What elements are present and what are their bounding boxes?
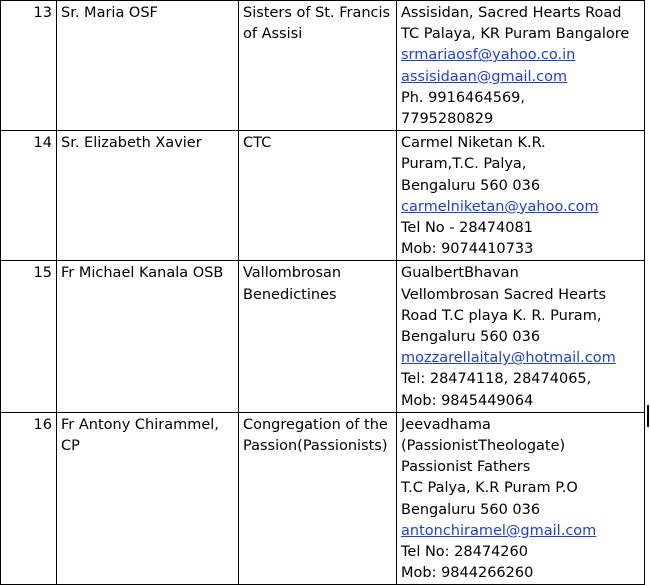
row-number-text: 16 xyxy=(33,416,52,433)
congregation-line: of Assisi xyxy=(243,26,303,43)
row-number xyxy=(1,131,57,261)
row-number xyxy=(1,261,57,412)
table-row xyxy=(1,412,645,585)
address-line: Vellombrosan Sacred Hearts xyxy=(401,286,607,303)
congregation-line: Congregation of the xyxy=(243,416,388,433)
member-name: Fr Michael Kanala OSB xyxy=(61,265,224,282)
phone-line: Tel No - 28474081 xyxy=(401,220,533,237)
row-number-text: 15 xyxy=(33,265,52,282)
address-cell xyxy=(397,261,645,412)
congregation-cell xyxy=(239,412,397,585)
address-cell xyxy=(397,1,645,131)
congregation-cell xyxy=(239,261,397,412)
phone-line: Mob: 9844266260 xyxy=(401,565,534,582)
address-line: Bengaluru 560 036 xyxy=(401,177,541,194)
congregation-line: Passion(Passionists) xyxy=(243,438,388,455)
address-line: Passionist Fathers xyxy=(401,459,531,476)
email-link[interactable]: antonchiramel@gmail.com xyxy=(401,522,597,539)
phone-line: Mob: 9074410733 xyxy=(401,241,534,258)
table-row xyxy=(1,131,645,261)
address-line: Carmel Niketan K.R. xyxy=(401,135,546,152)
address-line: T.C Palya, K.R Puram P.O xyxy=(401,480,578,497)
address-line: GualbertBhavan xyxy=(401,265,519,282)
phone-line: Tel No: 28474260 xyxy=(401,544,528,561)
congregation-line: CTC xyxy=(243,135,272,152)
table-row xyxy=(1,261,645,412)
congregation-cell xyxy=(239,1,397,131)
congregation-cell xyxy=(239,131,397,261)
phone-line: Mob: 9845449064 xyxy=(401,392,534,409)
email-link[interactable]: srmariaosf@yahoo.co.in xyxy=(401,47,576,64)
row-number-text: 13 xyxy=(33,5,52,21)
phone-line: 7795280829 xyxy=(401,111,494,128)
phone-line: Ph. 9916464569, xyxy=(401,89,526,106)
email-link[interactable]: carmelniketan@yahoo.com xyxy=(401,198,599,215)
row-number xyxy=(1,412,57,585)
congregation-line: Sisters of St. Francis xyxy=(243,5,391,21)
member-name: Sr. Maria OSF xyxy=(61,5,158,21)
table-row xyxy=(1,1,645,131)
email-link[interactable]: mozzarellaitaly@hotmail.com xyxy=(401,350,616,367)
address-line: Road T.C playa K. R. Puram, xyxy=(401,307,602,324)
name-cell xyxy=(57,1,239,131)
address-line: (PassionistTheologate) xyxy=(401,438,566,455)
address-line: Jeevadhama xyxy=(401,416,491,433)
address-cell xyxy=(397,131,645,261)
congregation-line: Benedictines xyxy=(243,286,337,303)
member-name: CP xyxy=(61,438,80,455)
address-cell xyxy=(397,412,645,585)
phone-line: Tel: 28474118, 28474065, xyxy=(401,371,592,388)
member-name: Sr. Elizabeth Xavier xyxy=(61,135,202,152)
address-line: Puram,T.C. Palya, xyxy=(401,156,527,173)
address-line: Bengaluru 560 036 xyxy=(401,329,541,346)
member-name: Fr Antony Chirammel, xyxy=(61,416,219,433)
email-link[interactable]: assisidaan@gmail.com xyxy=(401,68,568,85)
address-line: TC Palaya, KR Puram Bangalore xyxy=(401,26,630,43)
address-line: Bengaluru 560 036 xyxy=(401,501,541,518)
name-cell xyxy=(57,131,239,261)
name-cell xyxy=(57,412,239,585)
address-line: Assisidan, Sacred Hearts Road xyxy=(401,5,622,21)
name-cell xyxy=(57,261,239,412)
row-number xyxy=(1,1,57,131)
congregation-line: Vallombrosan xyxy=(243,265,342,282)
text-cursor-mark xyxy=(647,405,649,427)
row-number-text: 14 xyxy=(33,135,52,152)
